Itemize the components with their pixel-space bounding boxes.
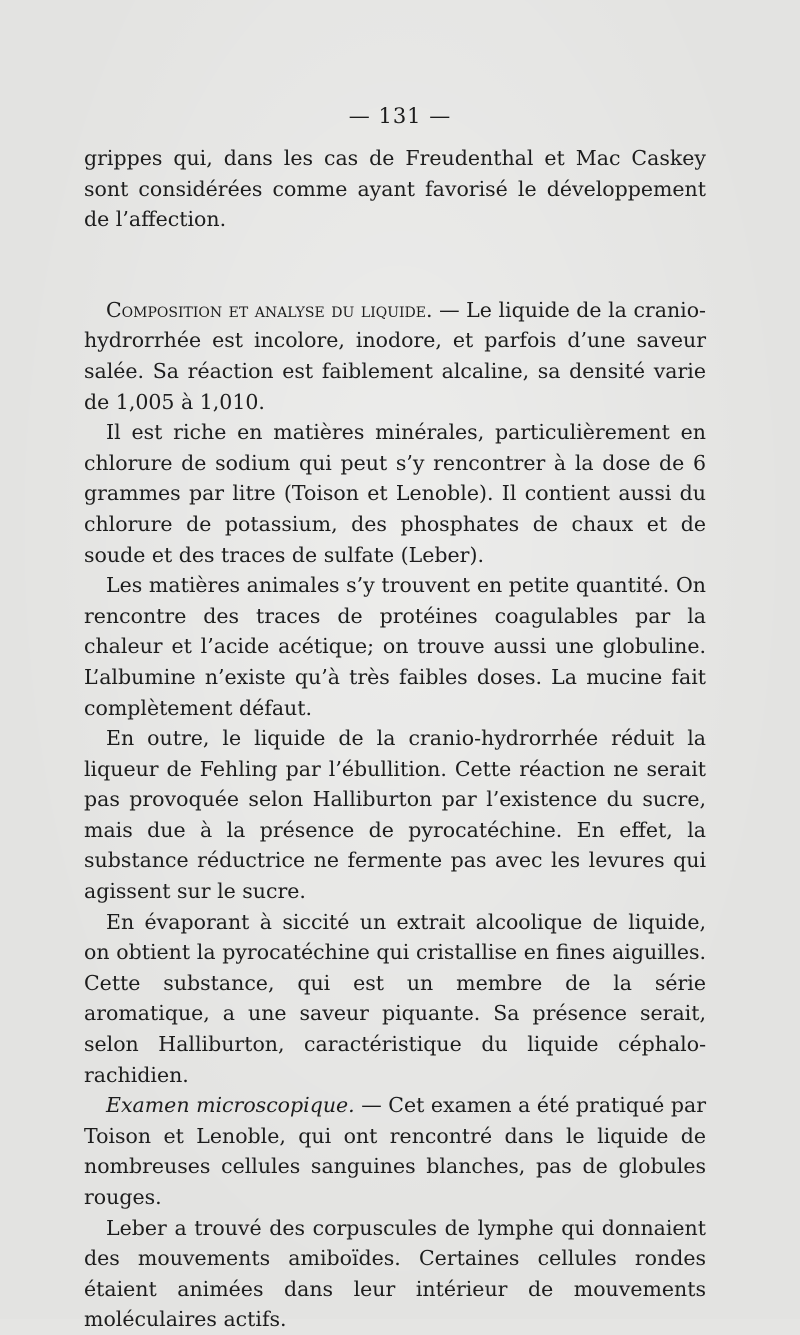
paragraph-leber: Leber a trouvé des corpuscules de lymphe qui donnaient des mouvements amiboïdes. Certaines cellules rondes étaient animées dans leur intérieur de mouvements moléculaires actifs.: [84, 1215, 706, 1332]
section-heading-microscopic: Examen microscopique.: [106, 1093, 355, 1118]
paragraph-pyrocatechine: En évaporant à siccité un extrait alcoolique de liquide, on obtient la pyrocatéchine qui cristallise en fines aiguilles. Cette substance, qui est un membre de la série aromatique, a une saveur piquante. Sa présence serait, selon Halliburton, caractéristique du liquide céphalo-rachidien.: [84, 909, 706, 1087]
section-gap: [84, 235, 706, 295]
paragraph-composition-text: — Le liquide de la cranio-hydrorrhée est incolore, inodore, et parfois d’une saveur salée. Sa réaction est faiblement alcaline, sa densité varie de 1,005 à 1,010.: [84, 297, 706, 414]
paragraph-microscopic: [84, 1090, 706, 1212]
paragraph-animal-matter: Les matières animales s’y trouvent en petite quantité. On rencontre des traces de protéines coagulables par la chaleur et l’acide acétique; on trouve aussi une globuline. L’albumine n’existe qu’à très faibles doses. La mucine fait complètement défaut.: [84, 573, 706, 720]
section-heading-composition: Composition et analyse du liquide.: [106, 297, 433, 322]
paragraph-composition: [84, 295, 706, 417]
body-text: [84, 143, 706, 1335]
page-number: — 131 —: [348, 104, 452, 128]
paragraph-microscopic-text: — Cet examen a été pratiqué par Toison et Lenoble, qui ont rencontré dans le liquide de nombreuses cellules sanguines blanches, pas de globules rouges.: [84, 1093, 707, 1209]
paragraph-continuation: grippes qui, dans les cas de Freudenthal et Mac Caskey sont considérées comme ayant favorisé le développement de l’affection.: [84, 146, 706, 232]
paragraph-minerals: Il est riche en matières minérales, particulièrement en chlorure de sodium qui peut s’y rencontrer à la dose de 6 grammes par litre (Toison et Lenoble). Il contient aussi du chlorure de potassium, des phosphates de chaux et de soude et des traces de sulfate (Leber).: [84, 420, 706, 567]
paragraph-fehling: En outre, le liquide de la cranio-hydrorrhée réduit la liqueur de Fehling par l’ébullition. Cette réaction ne serait pas provoquée selon Halliburton par l’existence du sucre, mais due à la présence de pyrocatéchine. En effet, la substance réductrice ne fermente pas avec les levures qui agissent sur le sucre.: [84, 726, 706, 904]
